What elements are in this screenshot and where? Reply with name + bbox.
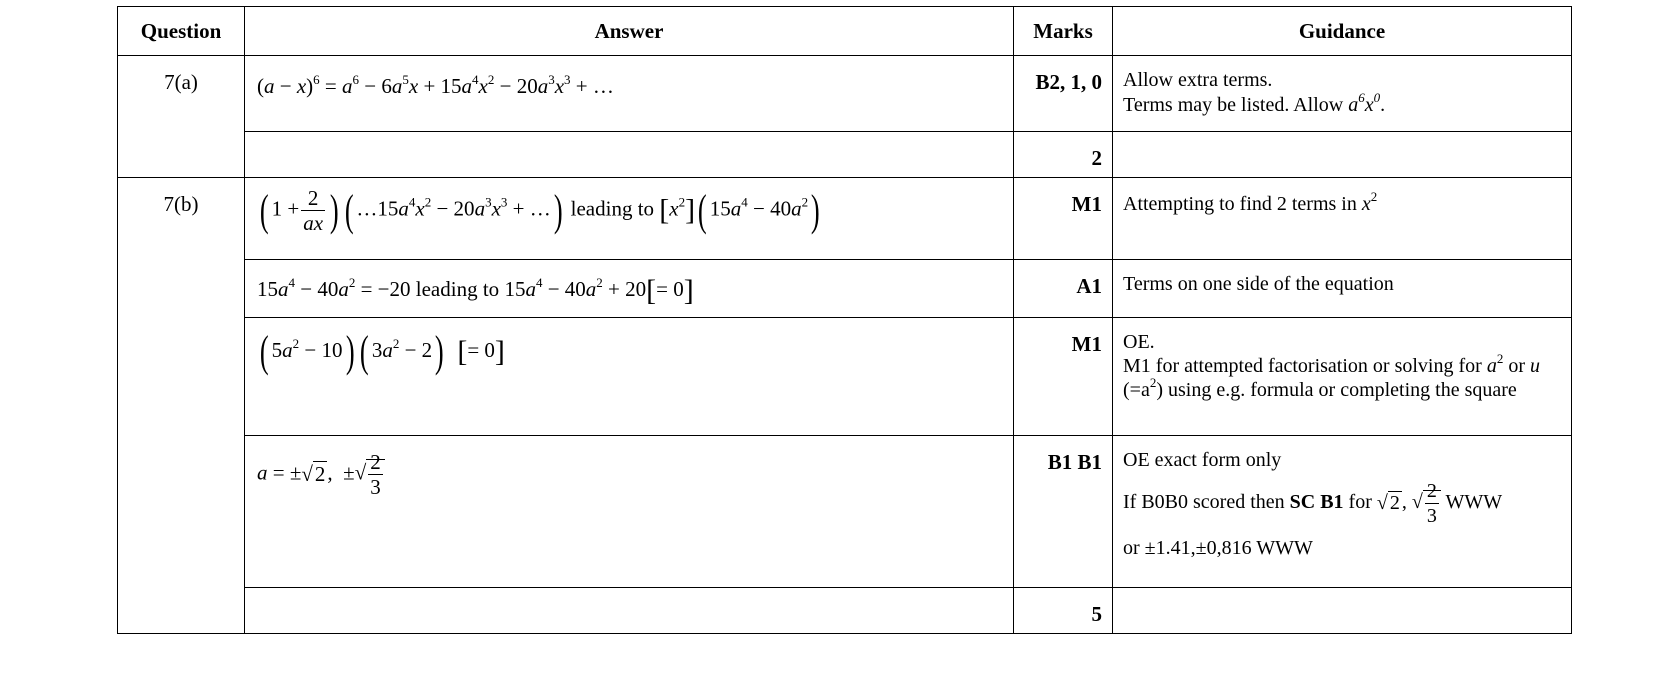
guidance-sc-for: for [1348, 491, 1372, 514]
guidance-7a [1113, 56, 1572, 132]
guidance-7b-a1: Terms on one side of the equation [1113, 260, 1572, 318]
guidance-7a-line2: Terms may be listed. Allow $a^6x^0$. [1123, 90, 1386, 116]
answer-7b-factorisation: ( $5a^2 - 10$) ( $3a^2 - 2$) [= 0] [245, 318, 1014, 436]
answer-7b-m1: ( 1 + $\frac{2}{ax}$ ) ( $\dots 15a^4x^2 - 20a^3x^3$ + …) leading to $[x^2]$( $15a^4 - 40a^2$) [245, 178, 1014, 260]
leading-to-text: leading to [415, 276, 500, 301]
answer-7a [245, 56, 1014, 132]
question-7b: 7(b) [118, 178, 245, 634]
empty-cell [1113, 132, 1572, 178]
total-7b: 5 [1014, 588, 1113, 634]
marks-7b-b1: B1 B1 [1014, 436, 1113, 588]
guidance-7b-m1-text: Attempting to find 2 terms in [1123, 193, 1357, 215]
marks-7b-m1: M1 [1014, 178, 1113, 260]
guidance-factorisation: M1 for attempted factorisation or solving for $a^2$ or u $(=a^2)$ using e.g. formula or completing the square [1123, 351, 1540, 401]
guidance-factorisation-tail: using e.g. formula or completing the square [1168, 379, 1517, 401]
a6x0-term: $a^6x^0$ [1348, 90, 1381, 116]
empty-cell [245, 132, 1014, 178]
guidance-7b-b1 [1113, 436, 1572, 588]
header-marks: Marks [1014, 7, 1113, 56]
header-guidance: Guidance [1113, 7, 1572, 56]
answer-7b-a1: $15a^4 - 40a^2 = -20$ leading to $15a^4 - 40a^2 + 20[= 0]$ [245, 260, 1014, 318]
empty-cell [245, 588, 1014, 634]
header-question: Question [118, 7, 245, 56]
guidance-exact-form: OE exact form only [1123, 449, 1282, 471]
guidance-oe: OE. [1123, 331, 1155, 353]
row-7a-total [118, 132, 1572, 178]
row-7b-a1 [118, 260, 1572, 318]
header-row [118, 7, 1572, 56]
row-7b-total [118, 588, 1572, 634]
expansion-formula: $(a - x)^6 = a^6 - 6a^5x + 15a^4x^2 - 20a^3x^3$ + … [257, 72, 614, 98]
marks-7b-a1: A1 [1014, 260, 1113, 318]
guidance-sc-b1: If B0B0 scored then SC B1 for √ 2 , √ $\frac{2}{3}$ WWW [1123, 480, 1503, 527]
question-7a: 7(a) [118, 56, 245, 178]
row-7b-m1 [118, 178, 1572, 260]
row-7b-b1 [118, 436, 1572, 588]
guidance-7b-m1: Attempting to find 2 terms in $x^2$ [1113, 178, 1572, 260]
guidance-7b-m1b [1113, 318, 1572, 436]
header-answer: Answer [245, 7, 1014, 56]
marks-7a: B2, 1, 0 [1014, 56, 1113, 132]
guidance-factorisation-text: M1 for attempted factorisation or solving for [1123, 355, 1482, 377]
guidance-7a-line2-text: Terms may be listed. Allow [1123, 94, 1344, 116]
total-7a: 2 [1014, 132, 1113, 178]
answer-7b-solutions: a = ±√2, ±√ $\frac{2}{3}$ [245, 436, 1014, 588]
guidance-decimals: or ±1.41,±0,816 WWW [1123, 537, 1313, 559]
marks-7b-m1b: M1 [1014, 318, 1113, 436]
mark-scheme-table [117, 6, 1572, 634]
leading-to-text: leading to [570, 196, 655, 221]
guidance-sc-bold: SC B1 [1289, 491, 1344, 514]
guidance-www: WWW [1445, 491, 1503, 514]
row-7b-m1b [118, 318, 1572, 436]
empty-cell [1113, 588, 1572, 634]
guidance-7a-line1: Allow extra terms. [1123, 69, 1273, 91]
fraction-2-over-ax: $\frac{2}{ax}$ [303, 186, 324, 235]
guidance-sc-prefix: If B0B0 scored then [1123, 491, 1285, 514]
row-7a-answer [118, 56, 1572, 132]
